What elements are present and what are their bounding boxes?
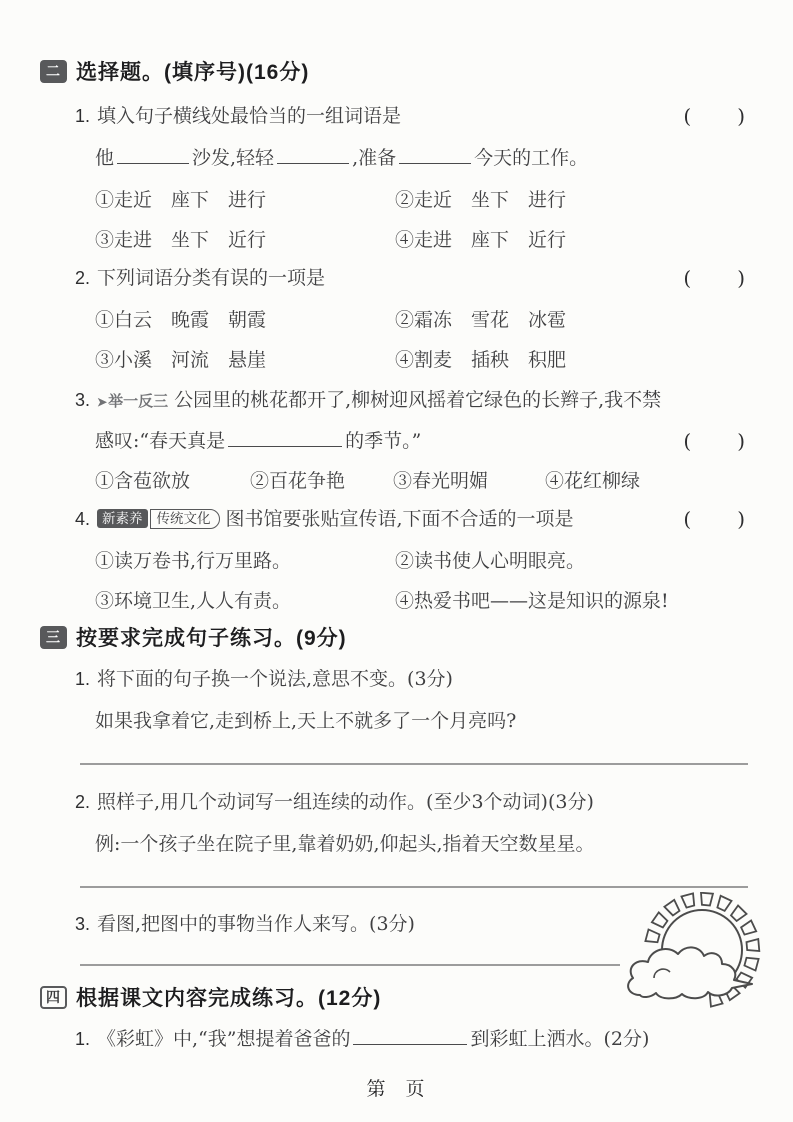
question-text: 感叹:“春天真是	[95, 430, 226, 452]
option: ④走进 座下 近行	[395, 229, 567, 251]
s2-q1-fill-sentence	[95, 145, 745, 171]
answer-line	[80, 886, 748, 888]
fill-blank	[277, 160, 349, 164]
arrow-icon: ➤	[97, 395, 108, 409]
answer-brackets	[683, 428, 745, 454]
option: ③环境卫生,人人有责。	[95, 590, 292, 612]
question-text: 将下面的句子换一个说法,意思不变。(3分)	[97, 668, 453, 690]
question-number: 1.	[75, 106, 91, 126]
option: ①白云 晚霞 朝霞	[95, 309, 267, 331]
option: ①走近 座下 进行	[95, 189, 267, 211]
option: ①读万卷书,行万里路。	[95, 550, 292, 572]
fill-blank	[353, 1041, 467, 1045]
section-3-badge: 三	[40, 626, 67, 649]
section-3-header	[40, 622, 347, 652]
option: ④热爱书吧——这是知识的源泉!	[395, 590, 669, 612]
question-text: 图书馆要张贴宣传语,下面不合适的一项是	[225, 508, 574, 530]
close-paren: )	[737, 429, 745, 453]
answer-line	[80, 763, 748, 765]
s2-q1-options-row1	[95, 187, 745, 213]
question-text: 的季节。”	[345, 430, 422, 452]
option: ②霜冻 雪花 冰雹	[395, 309, 567, 331]
s3-q1-stem	[75, 666, 745, 692]
section-3-title: 按要求完成句子练习。(9分)	[76, 627, 347, 650]
new-literacy-badge: 新素养	[97, 509, 148, 528]
option: ④割麦 插秧 积肥	[395, 349, 567, 371]
open-paren: (	[683, 507, 692, 531]
s3-q2-stem	[75, 789, 745, 815]
option: ④花红柳绿	[545, 470, 641, 492]
question-text: 公园里的桃花都开了,柳树迎风摇着它绿色的长辫子,我不禁	[174, 389, 662, 411]
question-number: 3.	[75, 390, 91, 410]
open-paren: (	[683, 104, 692, 128]
answer-line	[80, 964, 620, 966]
section-4-title: 根据课文内容完成练习。(12分)	[76, 987, 382, 1010]
question-text: 看图,把图中的事物当作人来写。(3分)	[97, 913, 415, 935]
option: ②走近 坐下 进行	[395, 189, 567, 211]
footer-suffix: 页	[405, 1078, 427, 1100]
question-number: 1.	[75, 1029, 91, 1049]
s2-q2-options-row1	[95, 307, 745, 333]
option: ②百花争艳	[250, 470, 346, 492]
question-number: 1.	[75, 669, 91, 689]
section-2-header	[40, 56, 309, 86]
footer-prefix: 第	[366, 1078, 388, 1100]
traditional-culture-badge: 传统文化	[150, 509, 220, 529]
option: ③春光明媚	[393, 470, 489, 492]
question-number: 2.	[75, 792, 91, 812]
s2-q3-stem-line2	[95, 428, 745, 454]
s3-q2-example: 例:一个孩子坐在院子里,靠着奶奶,仰起头,指着天空数星星。	[95, 833, 595, 855]
fill-text: ,准备	[352, 147, 397, 169]
section-2-title: 选择题。(填序号)(16分)	[76, 61, 310, 84]
s2-q3-stem-line1	[75, 387, 745, 415]
s2-q4-options-row2	[95, 588, 745, 614]
s2-q1-stem	[75, 103, 745, 129]
extension-tag: ➤举一反三	[97, 393, 169, 410]
sun-behind-cloud-illustration	[620, 892, 770, 1010]
question-text: 《彩虹》中,“我”想提着爸爸的	[97, 1028, 351, 1050]
page-footer	[0, 1074, 793, 1101]
s3-q1-sentence: 如果我拿着它,走到桥上,天上不就多了一个月亮吗?	[95, 710, 517, 732]
option: ③小溪 河流 悬崖	[95, 349, 267, 371]
question-text: 下列词语分类有误的一项是	[97, 267, 326, 289]
s2-q2-stem	[75, 265, 745, 291]
option: ③走进 坐下 近行	[95, 229, 267, 251]
section-2-badge: 二	[40, 60, 67, 83]
open-paren: (	[683, 429, 692, 453]
s2-q3-options	[95, 468, 745, 494]
question-text: 照样子,用几个动词写一组连续的动作。(至少3个动词)(3分)	[97, 791, 594, 813]
s2-q4-stem	[75, 506, 745, 532]
question-number: 4.	[75, 509, 91, 529]
answer-brackets	[683, 506, 745, 532]
fill-blank	[228, 443, 342, 447]
question-text: 填入句子横线处最恰当的一组词语是	[97, 105, 402, 127]
option: ①含苞欲放	[95, 470, 191, 492]
fill-text: 沙发,轻轻	[192, 147, 275, 169]
s4-q1-stem	[75, 1026, 745, 1052]
fill-blank	[117, 160, 189, 164]
question-number: 3.	[75, 914, 91, 934]
section-4-header	[40, 982, 381, 1012]
question-number: 2.	[75, 268, 91, 288]
close-paren: )	[737, 507, 745, 531]
option: ②读书使人心明眼亮。	[395, 550, 586, 572]
answer-brackets	[683, 265, 745, 291]
fill-text: 今天的工作。	[474, 147, 589, 169]
s2-q1-options-row2	[95, 227, 745, 253]
fill-blank	[399, 160, 471, 164]
question-text: 到彩虹上洒水。(2分)	[470, 1028, 650, 1050]
answer-brackets	[683, 103, 745, 129]
s2-q2-options-row2	[95, 347, 745, 373]
close-paren: )	[737, 266, 745, 290]
open-paren: (	[683, 266, 692, 290]
fill-text: 他	[95, 147, 115, 169]
s2-q4-options-row1	[95, 548, 745, 574]
close-paren: )	[737, 104, 745, 128]
section-4-badge: 四	[40, 986, 67, 1009]
